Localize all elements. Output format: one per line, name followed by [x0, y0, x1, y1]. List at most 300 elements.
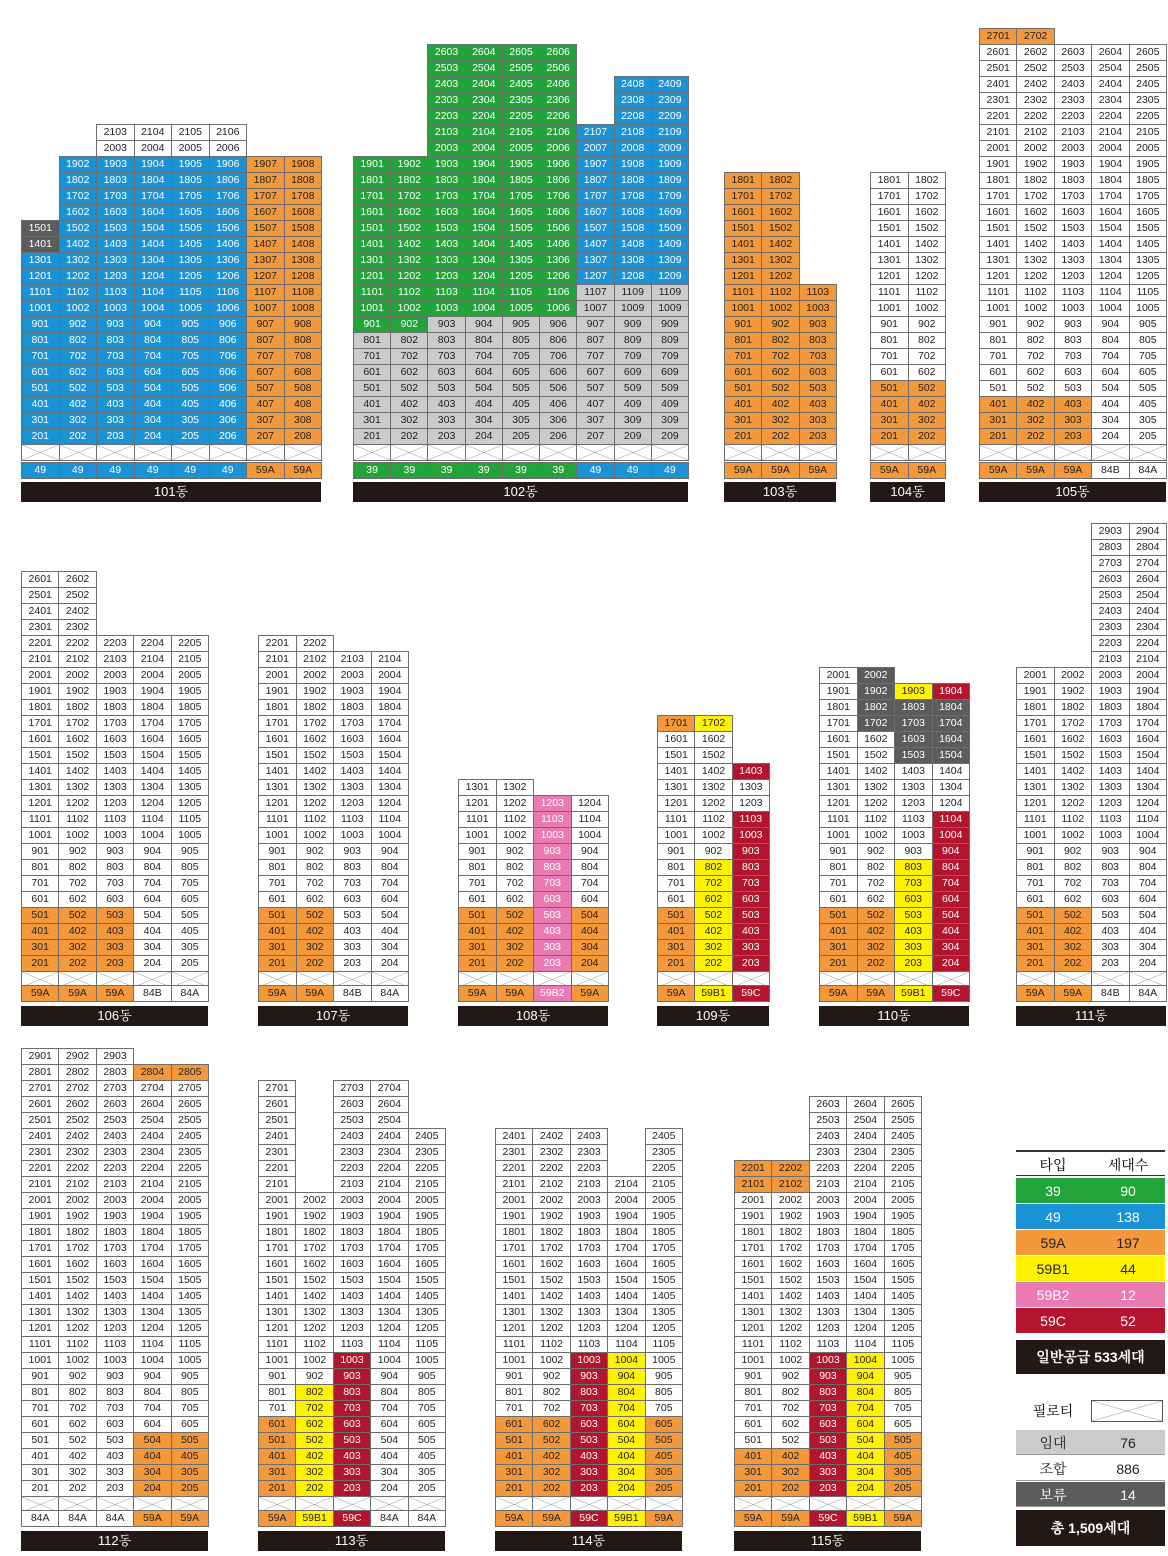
unit-cell: 901: [258, 843, 297, 860]
unit-cell: 1901: [258, 1208, 296, 1225]
unit-cell: 705: [884, 1400, 922, 1417]
unit-cell: 2303: [333, 1144, 371, 1161]
unit-cell: 1002: [857, 827, 896, 844]
unit-cell: 1605: [1129, 204, 1167, 221]
unit-cell: 2103: [1091, 651, 1130, 668]
unit-cell: 1508: [614, 220, 652, 237]
unit-cell: 302: [58, 1464, 96, 1481]
legend-general-total: 일반공급 533세대: [1016, 1340, 1165, 1374]
unit-cell: 1504: [1129, 747, 1168, 764]
unit-cell: 2004: [371, 667, 410, 684]
unit-cell: 1205: [502, 268, 540, 285]
unit-cell: 1305: [1129, 252, 1167, 269]
unit-cell: 204: [571, 955, 610, 972]
unit-cell: 1007: [246, 300, 285, 317]
unit-cell: 501: [353, 380, 391, 397]
unit-cell: 502: [771, 1432, 809, 1449]
unit-cell: 1802: [296, 699, 335, 716]
unit-cell: 802: [295, 1384, 333, 1401]
unit-cell: 1107: [576, 284, 614, 301]
unit-cell: 2201: [258, 1160, 296, 1177]
unit-cell: 1201: [458, 795, 497, 812]
unit-cell: 808: [284, 332, 323, 349]
unit-cell: 1504: [133, 1272, 171, 1289]
unit-cell: 2103: [1054, 124, 1092, 141]
piloti-cell: [96, 444, 135, 461]
unit-cell: 707: [576, 348, 614, 365]
unit-cell: 2402: [58, 603, 96, 620]
type-label: 59B1: [295, 1510, 333, 1527]
unit-cell: 903: [570, 1368, 608, 1385]
unit-cell: 1505: [408, 1272, 446, 1289]
unit-cell: 2903: [96, 1048, 134, 1065]
unit-cell: 701: [657, 875, 695, 892]
unit-cell: 503: [732, 907, 770, 924]
unit-cell: 501: [734, 1432, 772, 1449]
unit-cell: 2104: [134, 124, 173, 141]
unit-cell: 502: [296, 907, 335, 924]
unit-cell: 1002: [295, 1352, 333, 1369]
unit-cell: 602: [1054, 891, 1093, 908]
piloti-icon: [354, 445, 390, 460]
unit-cell: 605: [884, 1416, 922, 1433]
unit-cell: 2401: [495, 1128, 533, 1145]
unit-cell: 1601: [724, 204, 762, 221]
unit-cell: 504: [1129, 907, 1168, 924]
unit-cell: 1201: [819, 795, 858, 812]
unit-cell: 1405: [1129, 236, 1167, 253]
unit-cell: 202: [296, 955, 335, 972]
unit-cell: 802: [694, 859, 732, 876]
unit-cell: 1104: [133, 1336, 171, 1353]
unit-cell: 1102: [908, 284, 947, 301]
unit-cell: 302: [908, 412, 947, 429]
unit-cell: 801: [258, 1384, 296, 1401]
unit-cell: 2003: [96, 1192, 134, 1209]
unit-cell: 2109: [651, 124, 689, 141]
unit-cell: 1901: [1016, 683, 1055, 700]
unit-cell: 605: [171, 1416, 209, 1433]
unit-cell: 1702: [58, 715, 96, 732]
piloti-icon: [285, 445, 322, 460]
unit-cell: 1801: [21, 1224, 59, 1241]
building-label: 101동: [21, 482, 321, 502]
unit-cell: 2101: [21, 1176, 59, 1193]
unit-cell: 803: [1054, 332, 1092, 349]
unit-cell: 2002: [58, 1192, 96, 1209]
unit-cell: 1809: [651, 172, 689, 189]
unit-cell: 302: [761, 412, 799, 429]
unit-cell: 1304: [370, 1304, 408, 1321]
unit-cell: 1604: [370, 1256, 408, 1273]
unit-cell: 1102: [771, 1336, 809, 1353]
unit-cell: 202: [59, 428, 98, 445]
unit-cell: 1101: [21, 811, 59, 828]
building-label: 111동: [1016, 1006, 1166, 1026]
unit-cell: 2003: [333, 1192, 371, 1209]
unit-cell: 1101: [258, 1336, 296, 1353]
unit-cell: 2203: [333, 1160, 371, 1177]
unit-cell: 405: [408, 1448, 446, 1465]
unit-cell: 401: [979, 396, 1017, 413]
unit-cell: 1102: [58, 811, 96, 828]
unit-cell: 1403: [732, 763, 770, 780]
unit-cell: 1801: [979, 172, 1017, 189]
unit-cell: 804: [1129, 859, 1168, 876]
unit-cell: 1602: [771, 1256, 809, 1273]
unit-cell: 2102: [1016, 124, 1054, 141]
unit-cell: 605: [171, 364, 210, 381]
unit-cell: 304: [607, 1464, 645, 1481]
unit-cell: 1101: [21, 284, 60, 301]
unit-cell: 1603: [570, 1256, 608, 1273]
unit-cell: 2203: [1054, 108, 1092, 125]
unit-cell: 901: [21, 1368, 59, 1385]
unit-cell: 1904: [607, 1208, 645, 1225]
unit-cell: 2504: [465, 60, 503, 77]
unit-cell: 1805: [884, 1224, 922, 1241]
unit-cell: 602: [58, 891, 96, 908]
unit-cell: 502: [496, 907, 535, 924]
unit-cell: 901: [258, 1368, 296, 1385]
unit-cell: 1601: [979, 204, 1017, 221]
unit-cell: 902: [1054, 843, 1093, 860]
unit-cell: 1502: [1016, 220, 1054, 237]
unit-cell: 2205: [171, 635, 209, 652]
type-label: 49: [576, 462, 614, 479]
unit-cell: 1401: [870, 236, 909, 253]
unit-cell: 1103: [96, 1336, 134, 1353]
unit-cell: 802: [59, 332, 98, 349]
unit-cell: 502: [390, 380, 428, 397]
unit-cell: 1901: [21, 1208, 59, 1225]
unit-cell: 1301: [657, 779, 695, 796]
unit-cell: 1202: [58, 795, 96, 812]
unit-cell: 504: [846, 1432, 884, 1449]
unit-cell: 507: [246, 380, 285, 397]
type-label: 84B: [1091, 462, 1129, 479]
unit-cell: 1902: [1054, 683, 1093, 700]
unit-cell: 401: [819, 923, 858, 940]
unit-cell: 2005: [171, 1192, 209, 1209]
unit-cell: 704: [607, 1400, 645, 1417]
unit-cell: 1905: [1129, 156, 1167, 173]
unit-cell: 1206: [539, 268, 577, 285]
unit-cell: 1503: [96, 220, 135, 237]
unit-cell: 305: [408, 1464, 446, 1481]
unit-cell: 1703: [809, 1240, 847, 1257]
unit-cell: 2303: [809, 1144, 847, 1161]
type-label: 49: [96, 462, 135, 479]
unit-cell: 803: [333, 1384, 371, 1401]
unit-cell: 606: [209, 364, 248, 381]
unit-cell: 1105: [171, 811, 209, 828]
unit-cell: 2704: [370, 1080, 408, 1097]
unit-cell: 403: [732, 923, 770, 940]
unit-cell: 2604: [370, 1096, 408, 1113]
unit-cell: 1301: [870, 252, 909, 269]
unit-cell: 705: [645, 1400, 683, 1417]
unit-cell: 1201: [979, 268, 1017, 285]
unit-cell: 1102: [1016, 284, 1054, 301]
unit-cell: 2003: [1054, 140, 1092, 157]
unit-cell: 802: [390, 332, 428, 349]
unit-cell: 2505: [502, 60, 540, 77]
unit-cell: 1903: [333, 1208, 371, 1225]
unit-cell: 204: [133, 955, 171, 972]
unit-cell: 2305: [884, 1144, 922, 1161]
unit-cell: 1104: [932, 811, 971, 828]
unit-cell: 1602: [295, 1256, 333, 1273]
unit-cell: 302: [1016, 412, 1054, 429]
unit-cell: 404: [133, 923, 171, 940]
unit-cell: 203: [333, 955, 372, 972]
unit-cell: 301: [819, 939, 858, 956]
unit-cell: 1001: [353, 300, 391, 317]
unit-cell: 201: [870, 428, 909, 445]
unit-cell: 801: [657, 859, 695, 876]
unit-cell: 1409: [651, 236, 689, 253]
unit-cell: 1402: [532, 1288, 570, 1305]
unit-cell: 1704: [1091, 188, 1129, 205]
unit-cell: 1003: [333, 1352, 371, 1369]
unit-cell: 703: [533, 875, 572, 892]
unit-cell: 1408: [614, 236, 652, 253]
unit-cell: 1902: [295, 1208, 333, 1225]
unit-cell: 2606: [539, 44, 577, 61]
building-label: 107동: [258, 1006, 408, 1026]
unit-cell: 302: [58, 939, 96, 956]
unit-cell: 2603: [427, 44, 465, 61]
unit-cell: 603: [533, 891, 572, 908]
unit-cell: 1304: [1091, 252, 1129, 269]
unit-cell: 1801: [1016, 699, 1055, 716]
unit-cell: 2704: [133, 1080, 171, 1097]
piloti-cell: [353, 444, 391, 461]
unit-cell: 404: [607, 1448, 645, 1465]
unit-cell: 1804: [932, 699, 971, 716]
unit-cell: 804: [371, 859, 410, 876]
unit-cell: 1707: [246, 188, 285, 205]
unit-cell: 2005: [502, 140, 540, 157]
unit-cell: 1001: [21, 827, 59, 844]
unit-cell: 1802: [761, 172, 799, 189]
unit-cell: 1605: [502, 204, 540, 221]
unit-cell: 1106: [539, 284, 577, 301]
unit-cell: 403: [96, 1448, 134, 1465]
piloti-icon: [172, 445, 209, 460]
unit-cell: 605: [645, 1416, 683, 1433]
unit-cell: 1703: [1054, 188, 1092, 205]
unit-cell: 1204: [932, 795, 971, 812]
unit-cell: 2204: [370, 1160, 408, 1177]
unit-cell: 1505: [1129, 220, 1167, 237]
unit-cell: 601: [657, 891, 695, 908]
unit-cell: 2204: [846, 1160, 884, 1177]
unit-cell: 302: [532, 1464, 570, 1481]
unit-cell: 503: [96, 380, 135, 397]
unit-cell: 1604: [607, 1256, 645, 1273]
unit-cell: 504: [571, 907, 610, 924]
unit-cell: 2301: [495, 1144, 533, 1161]
unit-cell: 2204: [133, 635, 171, 652]
unit-cell: 901: [724, 316, 762, 333]
unit-cell: 1204: [134, 268, 173, 285]
type-label: 59A: [657, 985, 695, 1002]
legend-row: [1016, 1204, 1165, 1229]
unit-cell: 402: [761, 396, 799, 413]
unit-cell: 307: [576, 412, 614, 429]
unit-cell: 501: [21, 380, 60, 397]
unit-cell: 1503: [333, 1272, 371, 1289]
unit-cell: 1502: [771, 1272, 809, 1289]
unit-cell: 1504: [465, 220, 503, 237]
unit-cell: 1605: [171, 731, 209, 748]
type-label: 59A: [258, 985, 297, 1002]
unit-cell: 1502: [694, 747, 732, 764]
unit-cell: 2203: [427, 108, 465, 125]
unit-cell: 1505: [171, 1272, 209, 1289]
unit-cell: 606: [539, 364, 577, 381]
unit-cell: 2105: [171, 1176, 209, 1193]
unit-cell: 2005: [645, 1192, 683, 1209]
unit-cell: 1009: [651, 300, 689, 317]
unit-cell: 1104: [465, 284, 503, 301]
unit-cell: 1909: [651, 156, 689, 173]
unit-cell: 702: [771, 1400, 809, 1417]
unit-cell: 2605: [502, 44, 540, 61]
unit-cell: 1001: [21, 1352, 59, 1369]
unit-cell: 403: [570, 1448, 608, 1465]
type-label: 59A: [724, 462, 762, 479]
unit-cell: 1705: [171, 188, 210, 205]
unit-cell: 2008: [614, 140, 652, 157]
unit-cell: 1702: [761, 188, 799, 205]
unit-cell: 2003: [333, 667, 372, 684]
unit-cell: 1402: [59, 236, 98, 253]
unit-cell: 701: [1016, 875, 1055, 892]
unit-cell: 604: [607, 1416, 645, 1433]
unit-cell: 501: [979, 380, 1017, 397]
unit-cell: 404: [846, 1448, 884, 1465]
unit-cell: 1001: [979, 300, 1017, 317]
unit-cell: 2205: [884, 1160, 922, 1177]
unit-cell: 1002: [908, 300, 947, 317]
unit-cell: 1105: [884, 1336, 922, 1353]
unit-cell: 301: [353, 412, 391, 429]
unit-cell: 1507: [246, 220, 285, 237]
unit-cell: 1307: [246, 252, 285, 269]
unit-cell: 1305: [408, 1304, 446, 1321]
piloti-icon: [652, 445, 688, 460]
unit-cell: 1805: [408, 1224, 446, 1241]
unit-cell: 404: [465, 396, 503, 413]
unit-cell: 1904: [370, 1208, 408, 1225]
unit-cell: 1001: [258, 1352, 296, 1369]
type-label: 59A: [58, 985, 96, 1002]
unit-cell: 1501: [1016, 747, 1055, 764]
unit-cell: 1103: [427, 284, 465, 301]
unit-cell: 2404: [465, 76, 503, 93]
unit-cell: 1003: [333, 827, 372, 844]
unit-cell: 1001: [458, 827, 497, 844]
unit-cell: 1203: [570, 1320, 608, 1337]
unit-cell: 609: [614, 364, 652, 381]
unit-cell: 803: [427, 332, 465, 349]
unit-cell: 1602: [58, 1256, 96, 1273]
unit-cell: 1202: [295, 1320, 333, 1337]
unit-cell: 1103: [894, 811, 933, 828]
unit-cell: 1304: [932, 779, 971, 796]
unit-cell: 1003: [96, 1352, 134, 1369]
unit-cell: 1802: [771, 1224, 809, 1241]
unit-cell: 1304: [133, 779, 171, 796]
unit-cell: 1602: [857, 731, 896, 748]
unit-cell: 2701: [979, 28, 1017, 45]
legend-count: 12: [1120, 1287, 1136, 1303]
unit-cell: 1005: [502, 300, 540, 317]
unit-cell: 803: [732, 859, 770, 876]
unit-cell: 704: [370, 1400, 408, 1417]
unit-cell: 601: [258, 891, 297, 908]
unit-cell: 1503: [96, 1272, 134, 1289]
unit-cell: 301: [258, 1464, 296, 1481]
unit-cell: 802: [1054, 859, 1093, 876]
unit-cell: 604: [133, 1416, 171, 1433]
legend-type: 49: [1045, 1209, 1061, 1225]
building-label: 109동: [657, 1006, 769, 1026]
unit-cell: 2803: [96, 1064, 134, 1081]
unit-cell: 604: [370, 1416, 408, 1433]
unit-cell: 1008: [284, 300, 323, 317]
unit-cell: 601: [1016, 891, 1055, 908]
unit-cell: 1004: [846, 1352, 884, 1369]
unit-cell: 903: [809, 1368, 847, 1385]
unit-cell: 1606: [539, 204, 577, 221]
unit-cell: 1207: [246, 268, 285, 285]
type-label: 59A: [1054, 985, 1093, 1002]
unit-cell: 202: [908, 428, 947, 445]
unit-cell: 804: [607, 1384, 645, 1401]
unit-cell: 1801: [495, 1224, 533, 1241]
piloti-icon: [466, 445, 502, 460]
unit-cell: 2005: [408, 1192, 446, 1209]
unit-cell: 803: [570, 1384, 608, 1401]
unit-cell: 2903: [1091, 523, 1130, 540]
unit-cell: 502: [59, 380, 98, 397]
unit-cell: 2001: [495, 1192, 533, 1209]
unit-cell: 1701: [258, 1240, 296, 1257]
unit-cell: 201: [21, 428, 60, 445]
unit-cell: 801: [1016, 859, 1055, 876]
unit-cell: 1003: [1091, 827, 1130, 844]
unit-cell: 2205: [171, 1160, 209, 1177]
unit-cell: 1001: [870, 300, 909, 317]
unit-cell: 901: [21, 843, 59, 860]
unit-cell: 2302: [58, 1144, 96, 1161]
unit-cell: 2002: [296, 667, 335, 684]
unit-cell: 1602: [532, 1256, 570, 1273]
unit-cell: 1104: [571, 811, 610, 828]
unit-cell: 802: [496, 859, 535, 876]
unit-cell: 1405: [502, 236, 540, 253]
unit-cell: 1801: [870, 172, 909, 189]
unit-cell: 501: [819, 907, 858, 924]
unit-cell: 1504: [371, 747, 410, 764]
unit-cell: 1203: [333, 1320, 371, 1337]
unit-cell: 1905: [884, 1208, 922, 1225]
unit-cell: 1303: [809, 1304, 847, 1321]
